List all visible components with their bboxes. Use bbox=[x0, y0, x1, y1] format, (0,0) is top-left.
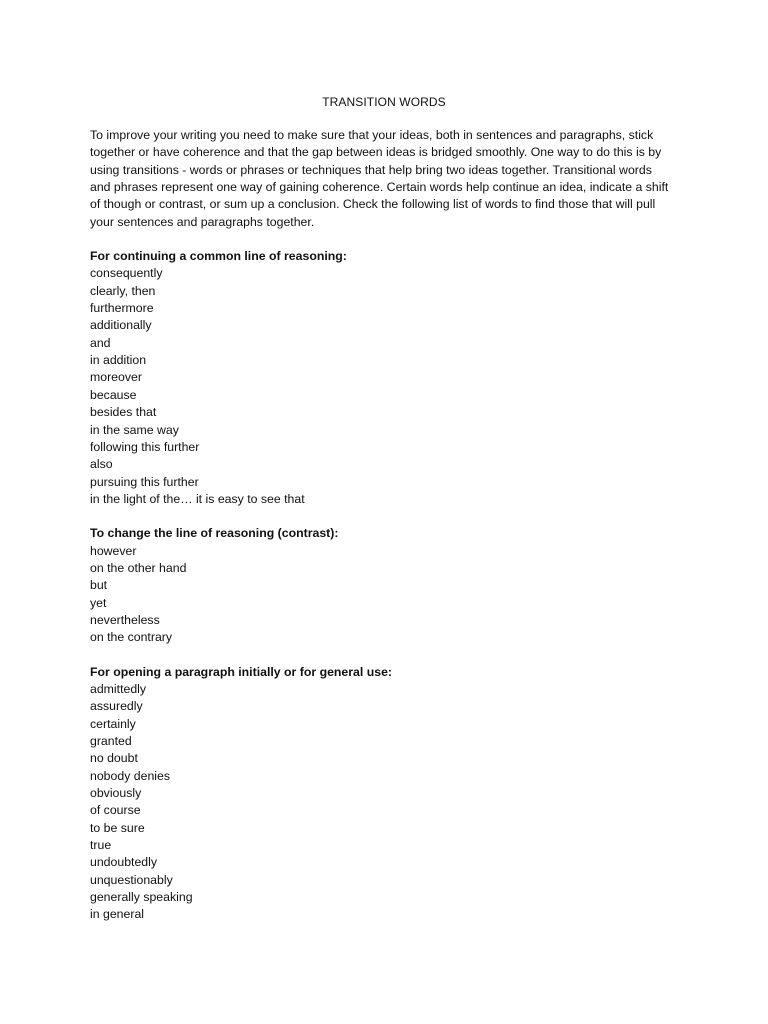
section-heading: For continuing a common line of reasoning: bbox=[90, 249, 347, 264]
list-item: in the same way bbox=[90, 422, 179, 437]
list-item: but bbox=[90, 578, 108, 593]
intro-paragraph: To improve your writing you need to make sure that your ideas, both in sentences and paragraphs, stick together or have coherence and that the gap between ideas is bridged smoothly. One way to do this is by using transitions - words or phrases or techniques that help bring two ideas together. Transitional words and phrases represent one way of gaining coherence. Certain words help continue an idea, indicate a shift of though or contrast, or sum up a conclusion. Check the following list of words to find those that will pull your sentences and paragraphs together. bbox=[90, 128, 669, 229]
list-item: to be sure bbox=[90, 820, 145, 835]
list-item: however bbox=[90, 543, 137, 558]
section-heading: For opening a paragraph initially or for general use: bbox=[90, 664, 393, 679]
document-body bbox=[90, 127, 670, 941]
list-item: obviously bbox=[90, 786, 142, 801]
list-item: undoubtedly bbox=[90, 855, 158, 870]
word-list bbox=[90, 681, 670, 924]
list-item: because bbox=[90, 387, 137, 402]
word-list bbox=[90, 543, 670, 647]
list-item: clearly, then bbox=[90, 283, 156, 298]
list-item: furthermore bbox=[90, 301, 154, 316]
list-item: unquestionably bbox=[90, 872, 173, 887]
list-item: admittedly bbox=[90, 681, 147, 696]
list-item: on the other hand bbox=[90, 560, 187, 575]
list-item: assuredly bbox=[90, 699, 143, 714]
list-item: yet bbox=[90, 595, 107, 610]
list-item: and bbox=[90, 335, 111, 350]
document-title: TRANSITION WORDS bbox=[322, 95, 446, 109]
list-item: no doubt bbox=[90, 751, 138, 766]
list-item: following this further bbox=[90, 439, 200, 454]
list-item: in general bbox=[90, 907, 145, 922]
list-item: in addition bbox=[90, 353, 147, 368]
section-contrast bbox=[90, 525, 670, 646]
section-heading: To change the line of reasoning (contrast): bbox=[90, 526, 339, 541]
list-item: on the contrary bbox=[90, 630, 173, 645]
list-item: consequently bbox=[90, 266, 163, 281]
list-item: moreover bbox=[90, 370, 142, 385]
list-item: of course bbox=[90, 803, 141, 818]
list-item: additionally bbox=[90, 318, 152, 333]
list-item: nevertheless bbox=[90, 612, 160, 627]
list-item: besides that bbox=[90, 405, 157, 420]
list-item: granted bbox=[90, 734, 132, 748]
list-item: certainly bbox=[90, 716, 136, 731]
word-list bbox=[90, 265, 670, 508]
section-opening bbox=[90, 664, 670, 924]
list-item: also bbox=[90, 457, 113, 472]
list-item: in the light of the… it is easy to see that bbox=[90, 491, 305, 506]
list-item: nobody denies bbox=[90, 768, 170, 783]
list-item: generally speaking bbox=[90, 890, 193, 905]
list-item: pursuing this further bbox=[90, 474, 199, 489]
section-continuing bbox=[90, 248, 670, 508]
list-item: true bbox=[90, 838, 112, 853]
